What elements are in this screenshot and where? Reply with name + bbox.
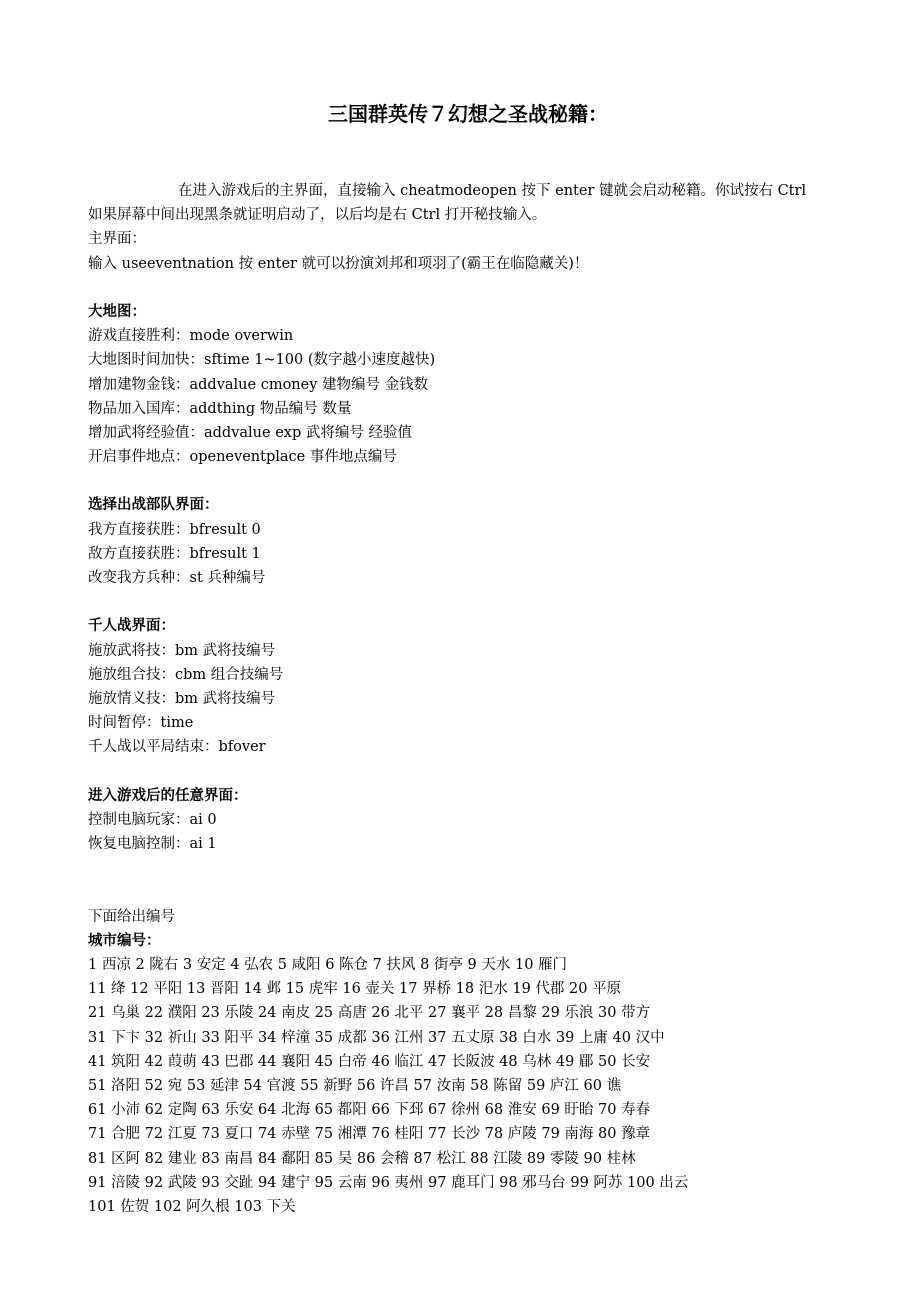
intro-line-4: 输入 useeventnation 按 enter 就可以扮演刘邦和项羽了(霸王在临隐藏关)！ bbox=[88, 255, 589, 272]
document-title: 三国群英传７幻想之圣战秘籍： bbox=[328, 102, 608, 126]
cheat-line: 改变我方兵种：st 兵种编号 bbox=[88, 570, 266, 586]
city-row: 101 佐贺 102 阿久根 103 下关 bbox=[88, 1198, 296, 1215]
cheat-line: 千人战以平局结束：bfover bbox=[88, 739, 266, 756]
cheat-line: 施放组合技：cbm 组合技编号 bbox=[88, 666, 284, 683]
cheat-line: 开启事件地点：openeventplace 事件地点编号 bbox=[88, 449, 397, 466]
city-row: 51 洛阳 52 宛 53 延津 54 官渡 55 新野 56 许昌 57 汝南 58 陈留 59 庐江 60 谯 bbox=[88, 1077, 622, 1094]
cheat-line: 大地图时间加快：sftime 1~100 (数字越小速度越快) bbox=[88, 352, 436, 369]
intro-line-3: 主界面： bbox=[88, 231, 146, 248]
cheat-line: 游戏直接胜利：mode overwin bbox=[88, 328, 294, 345]
cheat-line: 物品加入国库：addthing 物品编号 数量 bbox=[88, 400, 352, 417]
cheat-line: 施放情义技：bm 武将技编号 bbox=[88, 690, 276, 707]
cheat-line: 增加建物金钱：addvalue cmoney 建物编号 金钱数 bbox=[88, 376, 429, 393]
city-row: 91 涪陵 92 武陵 93 交趾 94 建宁 95 云南 96 夷州 97 鹿耳门 98 邪马台 99 阿苏 100 出云 bbox=[88, 1174, 689, 1191]
section-heading-city-numbers: 城市编号： bbox=[88, 931, 161, 949]
city-row: 81 区阿 82 建业 83 南昌 84 鄱阳 85 吴 86 会稽 87 松江 88 江陵 89 零陵 90 桂林 bbox=[88, 1150, 636, 1167]
city-row: 1 西凉 2 陇右 3 安定 4 弘农 5 咸阳 6 陈仓 7 扶风 8 街亭 9 天水 10 雁门 bbox=[88, 957, 568, 974]
city-row: 11 绛 12 平阳 13 晋阳 14 邺 15 虎牢 16 壶关 17 界桥 18 汜水 19 代郡 20 平原 bbox=[88, 981, 622, 998]
cheat-line: 时间暂停：time bbox=[88, 715, 194, 732]
document-body bbox=[88, 179, 848, 1219]
intro-line-2: 如果屏幕中间出现黑条就证明启动了，以后均是右 Ctrl 打开秘技输入。 bbox=[88, 207, 547, 224]
city-row: 21 乌巢 22 濮阳 23 乐陵 24 南皮 25 高唐 26 北平 27 襄平 28 昌黎 29 乐浪 30 带方 bbox=[88, 1005, 651, 1022]
section-heading-select-troops: 选择出战部队界面： bbox=[88, 496, 219, 514]
cheat-line: 我方直接获胜：bfresult 0 bbox=[88, 521, 261, 538]
cheat-line: 施放武将技：bm 武将技编号 bbox=[88, 642, 276, 659]
city-row: 31 下卞 32 祈山 33 阳平 34 梓潼 35 成都 36 江州 37 五丈原 38 白水 39 上庸 40 汉中 bbox=[88, 1029, 665, 1046]
section-heading-world-map: 大地图： bbox=[88, 302, 146, 320]
numbering-intro: 下面给出编号 bbox=[88, 908, 175, 925]
cheat-line: 恢复电脑控制：ai 1 bbox=[88, 836, 217, 853]
section-heading-thousand-battle: 千人战界面： bbox=[88, 617, 175, 635]
city-row: 61 小沛 62 定陶 63 乐安 64 北海 65 都阳 66 下邳 67 徐州 68 淮安 69 盱眙 70 寿春 bbox=[88, 1102, 651, 1119]
intro-line-1: 在进入游戏后的主界面，直接输入 cheatmodeopen 按下 enter 键就会启动秘籍。你试按右 Ctrl bbox=[178, 183, 807, 199]
city-row: 41 筑阳 42 葭萌 43 巴郡 44 襄阳 45 白帝 46 临江 47 长阪波 48 乌林 49 郿 50 长安 bbox=[88, 1053, 651, 1070]
cheat-line: 敌方直接获胜：bfresult 1 bbox=[88, 545, 261, 562]
cheat-line: 增加武将经验值：addvalue exp 武将编号 经验值 bbox=[88, 424, 412, 441]
city-row: 71 合肥 72 江夏 73 夏口 74 赤壁 75 湘潭 76 桂阳 77 长沙 78 庐陵 79 南海 80 豫章 bbox=[88, 1126, 651, 1143]
section-heading-any-screen: 进入游戏后的任意界面： bbox=[88, 786, 248, 804]
cheat-line: 控制电脑玩家：ai 0 bbox=[88, 811, 217, 828]
